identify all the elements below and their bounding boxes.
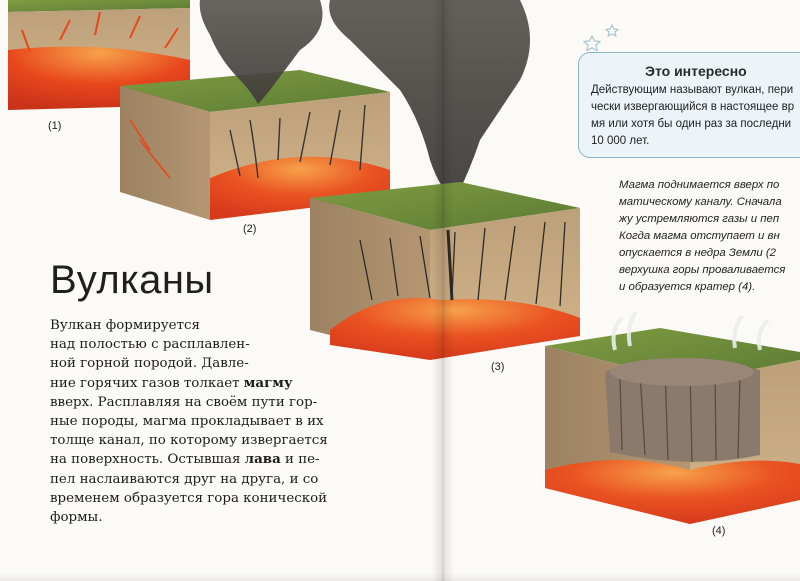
fact-box-line: чески извергающийся в настоящее вр [591,101,795,113]
body-line [50,508,390,527]
figure-label-4: (4) [712,525,726,537]
body-text-run: Вулкан формируется [50,318,200,333]
body-line [50,431,390,450]
fact-box-text [591,82,800,150]
body-line [50,354,390,373]
fact-box-line: мя или хотя бы один раз за последни [591,118,792,130]
figure-label-2: (2) [243,223,257,235]
body-text-run: на поверхность. Остывшая [50,452,245,468]
body-text-run: вверх. Расплавляя на своём пути гор- [50,394,318,410]
body-text-run: временем образуется гора конической [50,490,328,506]
body-text-run: и пе- [280,452,320,468]
page-title: Вулканы [50,258,214,302]
fact-box-line: Действующим называют вулкан, пери [591,84,794,96]
caption-line: жу устремляются газы и пеп [619,213,780,225]
bold-term: лава [244,451,281,468]
block-4 [545,312,800,524]
body-text-run: над полостью с расплавлен- [50,337,250,353]
caption-line: и образуется кратер (4). [619,281,756,293]
body-line [50,412,390,431]
caption-line: Магма поднимается вверх по [619,179,780,191]
body-text-run: пел наслаиваются друг на друга, и со [50,471,319,487]
body-line [50,393,390,412]
caption-line: матическому каналу. Сначала [619,196,782,208]
body-text-run: ние горячих газов толкает [50,375,244,391]
illustration-caption [619,177,785,296]
caption-line: Когда магма отступает и вн [619,230,780,242]
body-text-run: толще канал, по которому извергается [50,433,328,449]
fact-box-title: Это интересно [645,63,747,79]
body-line [50,470,390,489]
figure-label-1: (1) [48,120,62,132]
body-line [50,489,390,508]
figure-label-3: (3) [491,361,505,373]
fact-box [578,52,800,158]
body-text-run: формы. [50,510,103,526]
caption-line: верхушка горы проваливается [619,264,786,276]
body-line [50,374,390,393]
caption-line: опускается в недра Земли (2 [619,247,776,259]
body-line [50,316,390,335]
bold-term: магму [243,374,293,391]
body-line [50,450,390,469]
body-text-run: ной горной породой. Давле- [50,356,249,372]
stars-icon [582,22,632,56]
page-bottom-edge [0,573,800,581]
fact-box-line: 10 000 лет. [591,135,650,147]
body-paragraph [50,316,390,527]
body-text-run: ные породы, магма прокладывает в их [50,414,324,430]
body-line [50,335,390,354]
